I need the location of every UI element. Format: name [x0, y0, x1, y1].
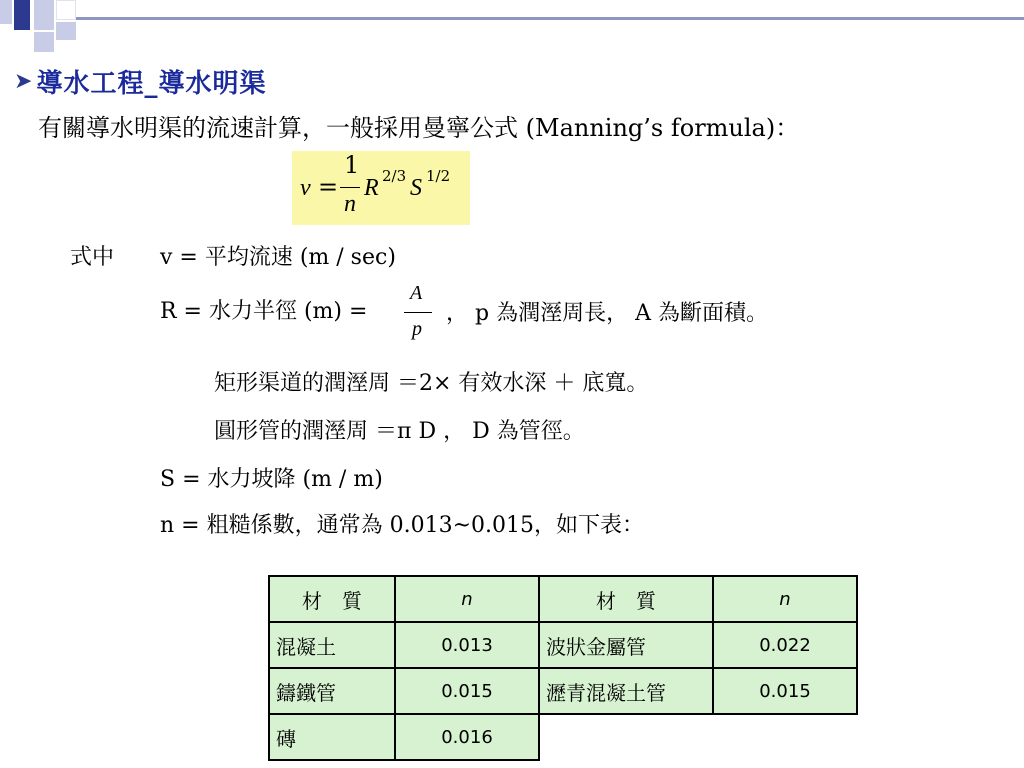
table-header: 材 質 [539, 576, 713, 622]
manning-formula [292, 151, 470, 225]
table-cell: 0.013 [395, 622, 539, 668]
frac-A: A [410, 282, 423, 304]
table-cell-empty [539, 714, 713, 760]
intro-text: 有關導水明渠的流速計算，一般採用曼寧公式 (Manning’s formula)： [38, 114, 800, 142]
table-cell: 0.016 [395, 714, 539, 760]
decor-square [0, 0, 12, 24]
decor-square [14, 0, 30, 30]
def-R-suffix: ， p 為潤溼周長， A 為斷面積。 [446, 301, 768, 326]
table-row [269, 714, 857, 760]
top-divider [76, 17, 1024, 20]
def-circ-perimeter: 圓形管的潤溼周 ＝π D ， D 為管徑。 [214, 419, 585, 444]
table-header: n [713, 576, 857, 622]
table-cell: 鑄鐵管 [269, 668, 395, 714]
slide-title: 導水工程_導水明渠 [36, 68, 267, 99]
frac-bar [404, 312, 432, 313]
formula-numerator: 1 [344, 151, 360, 179]
slide-title-row [14, 64, 266, 98]
table-cell: 混凝土 [269, 622, 395, 668]
table-row [269, 622, 857, 668]
table-cell-empty [713, 714, 857, 760]
decor-square [14, 32, 30, 52]
frac-p: p [412, 318, 422, 340]
def-R: R = 水力半徑 (m) = [160, 299, 368, 324]
decor-square [56, 22, 76, 40]
formula-R: R [364, 175, 379, 201]
table-cell: 0.015 [713, 668, 857, 714]
decor-square [34, 32, 54, 52]
table-cell: 波狀金屬管 [539, 622, 713, 668]
table-row [269, 668, 857, 714]
table-header-row [269, 576, 857, 622]
decor-square [34, 0, 54, 30]
table-cell: 0.015 [395, 668, 539, 714]
formula-exp-R: 2/3 [382, 167, 407, 185]
table-cell: 瀝青混凝土管 [539, 668, 713, 714]
table-cell: 磚 [269, 714, 395, 760]
roughness-table [268, 575, 858, 761]
arrow-bullet-icon: ➤ [14, 68, 33, 94]
formula-exp-S: 1/2 [426, 167, 451, 185]
formula-v: v [300, 175, 311, 201]
decor-square [56, 0, 76, 20]
formula-equals: = [318, 173, 339, 201]
table-cell: 0.022 [713, 622, 857, 668]
table-header: 材 質 [269, 576, 395, 622]
formula-S: S [410, 175, 422, 201]
def-v: v = 平均流速 (m / sec) [160, 245, 396, 270]
formula-denominator: n [344, 191, 356, 217]
table-header: n [395, 576, 539, 622]
where-label: 式中 [70, 245, 115, 270]
def-rect-perimeter: 矩形渠道的潤溼周 ＝2× 有效水深 ＋ 底寬。 [214, 371, 649, 396]
def-n: n = 粗糙係數，通常為 0.013~0.015，如下表： [160, 513, 644, 538]
formula-fraction-bar [340, 187, 360, 188]
def-S: S = 水力坡降 (m / m) [160, 467, 383, 492]
